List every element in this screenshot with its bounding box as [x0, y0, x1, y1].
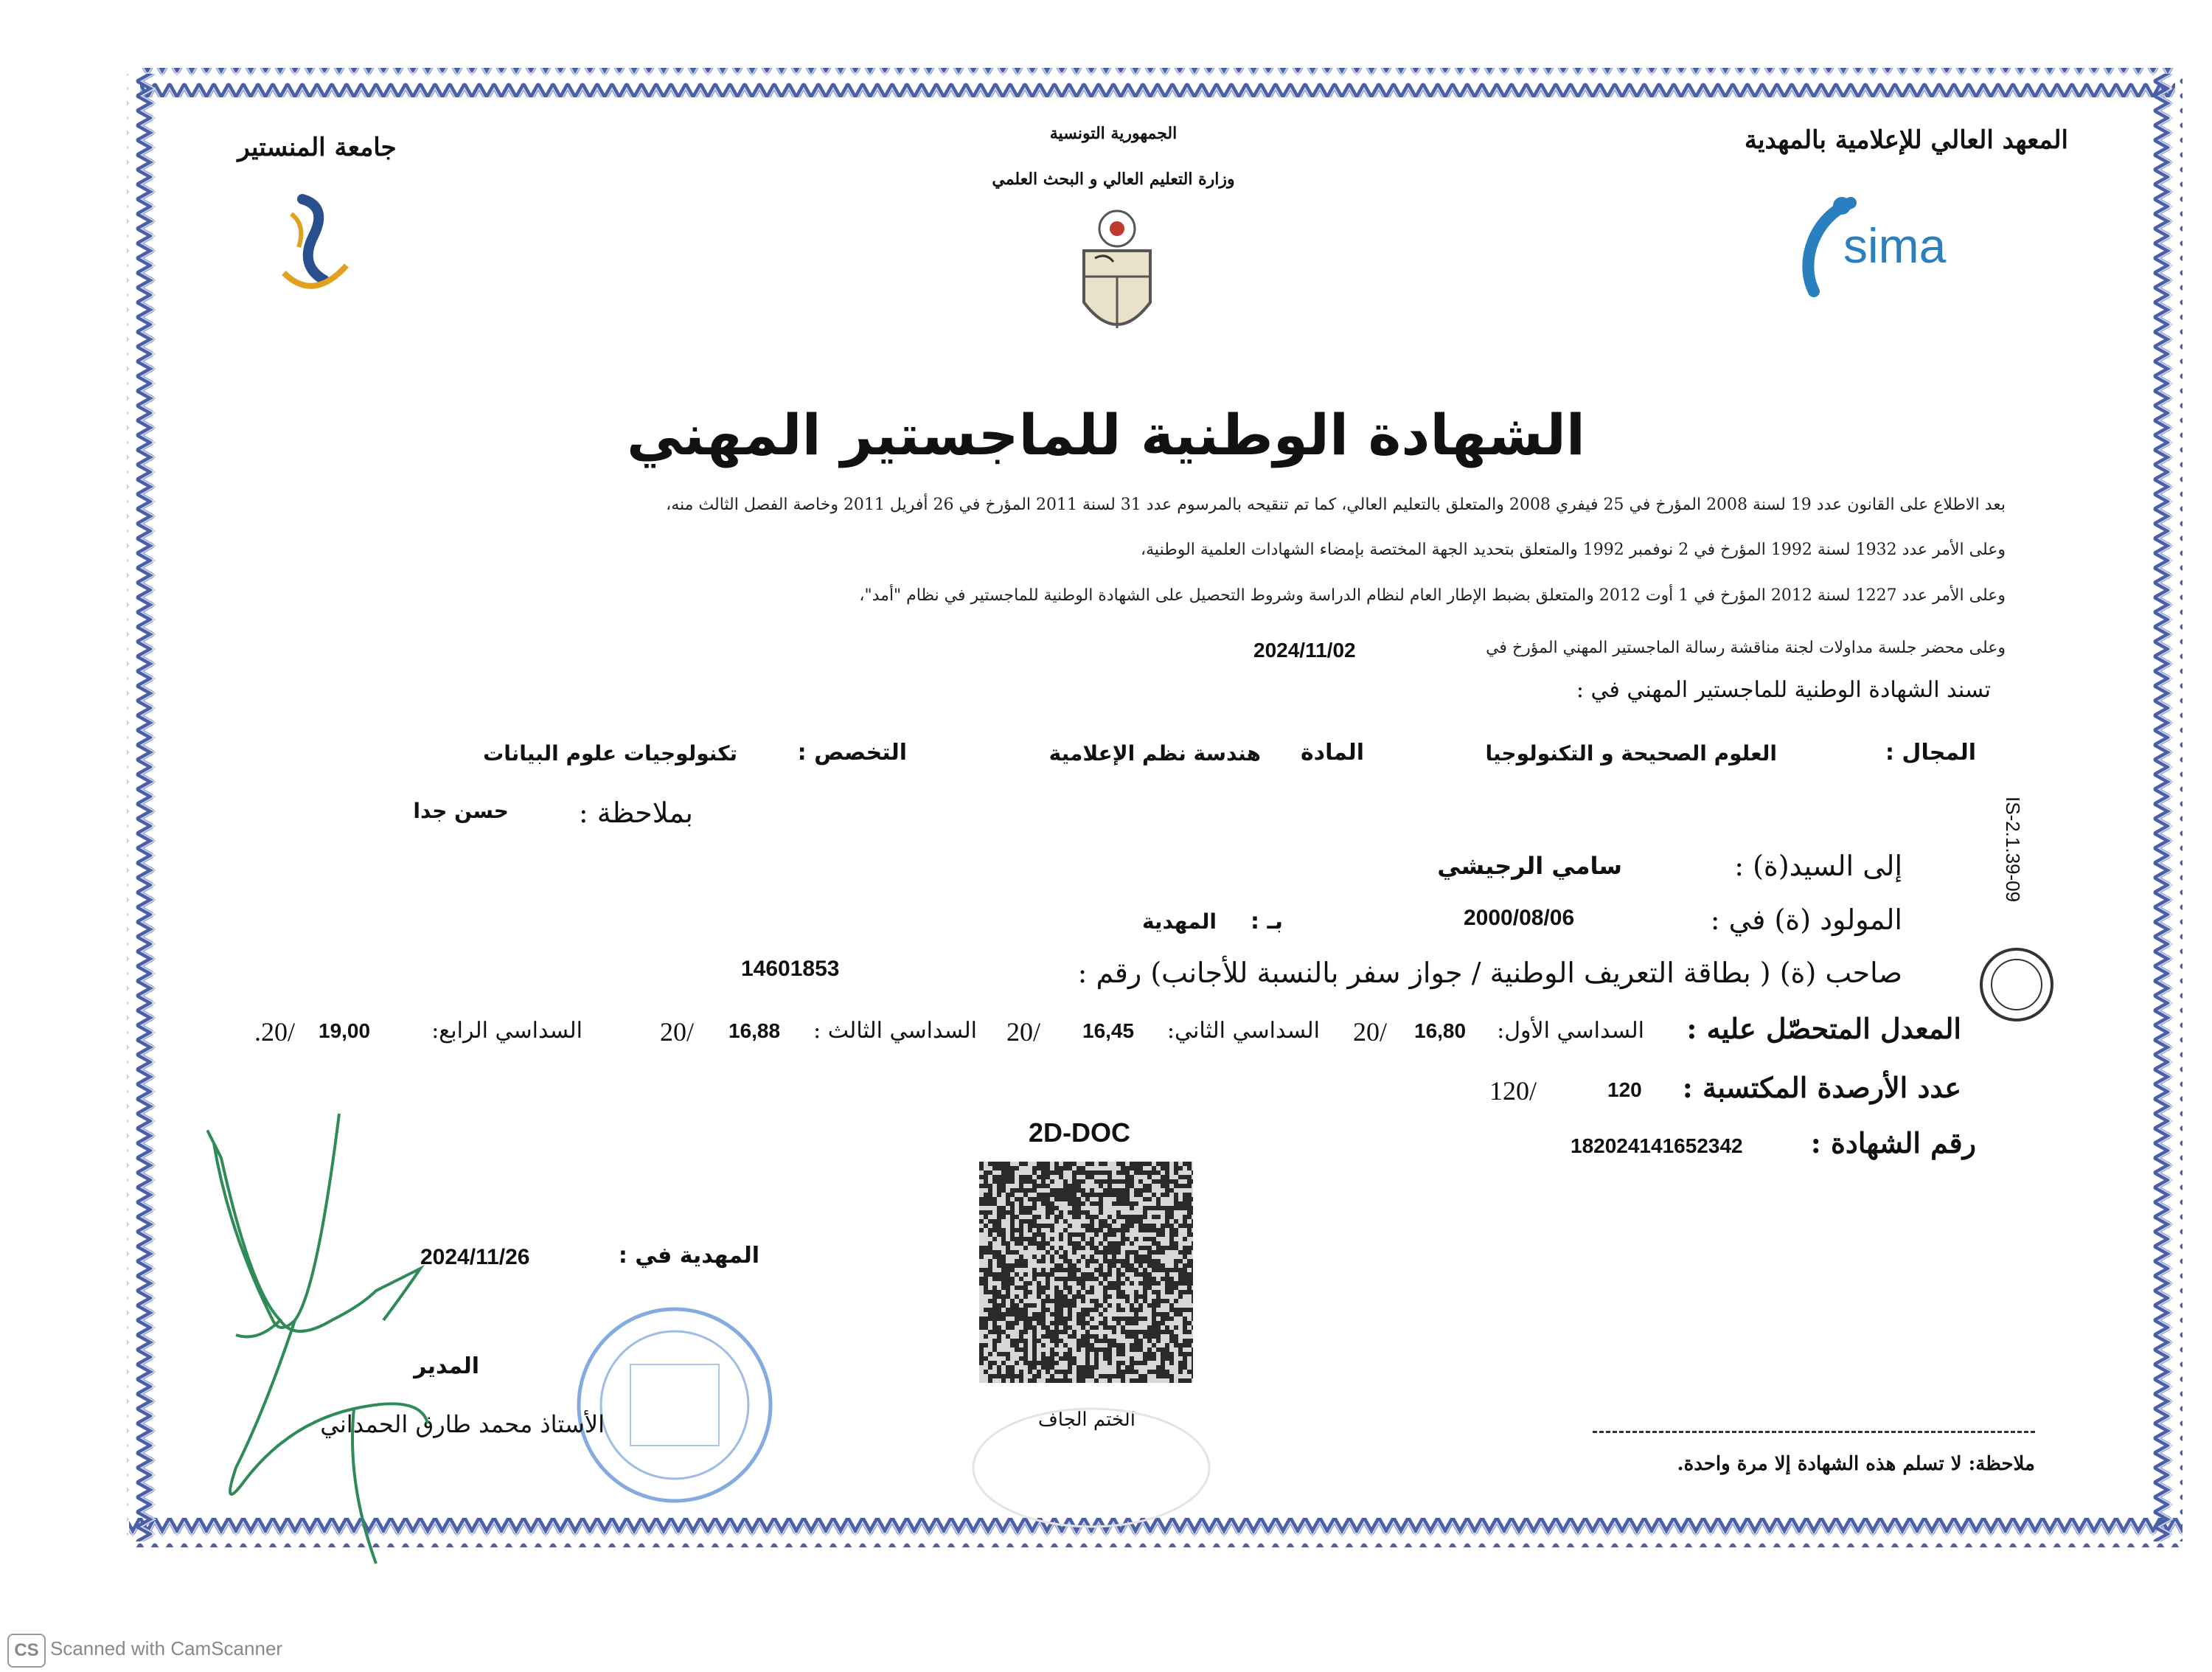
birth-label: المولود (ة) في : [1710, 903, 1902, 936]
director-signature [170, 1099, 450, 1571]
dry-seal-impression [951, 1387, 1231, 1534]
note-text: ملاحظة: لا تسلم هذه الشهادة إلا مرة واحدة. [1677, 1453, 2035, 1475]
birth-place-label: بـ : [1251, 909, 1283, 934]
specialty-value: تكنولوجيات علوم البيانات [483, 741, 737, 766]
legal-line-2: وعلى الأمر عدد 1932 لسنة 1992 المؤرخ في 2 نوفمبر 1992 والمتعلق بتحديد الجهة المختصة بإمضاء الشهادات العلمية الوطنية، [1141, 541, 2006, 559]
recipient-label: إلى السيد(ة) : [1734, 850, 1902, 882]
semester-2-label: السداسي الثاني: [1166, 1018, 1320, 1044]
semester-3-out-of: 20/ [660, 1017, 695, 1047]
isima-logo [1784, 188, 1976, 299]
semester-2-out-of: 20/ [1006, 1017, 1041, 1047]
domain-value: العلوم الصحيحة و التكنولوجيا [1485, 741, 1777, 766]
certificate-number: 182024141652342 [1571, 1134, 1743, 1157]
semester-4-label: السداسي الرابع: [431, 1018, 582, 1044]
note-divider [1593, 1431, 2035, 1433]
camscanner-badge: CS [7, 1634, 46, 1668]
isima-logo-text: sima [1843, 218, 1947, 273]
semester-4-out-of: .20/ [254, 1017, 296, 1047]
average-label: المعدل المتحصّل عليه : [1686, 1012, 1961, 1045]
birth-date: 2000/08/06 [1464, 906, 1575, 930]
domain-label: المجال : [1885, 740, 1976, 766]
certificate-number-label: رقم الشهادة : [1810, 1126, 1976, 1159]
semester-3-label: السداسي الثالث : [813, 1018, 977, 1044]
id-holder-label: صاحب (ة) ( بطاقة التعريف الوطنية / جواز سفر بالنسبة للأجانب) رقم : [1077, 957, 1902, 989]
recipient-name: سامي الرجيشي [1437, 852, 1622, 880]
semester-1-value: 16,80 [1414, 1019, 1467, 1042]
id-number: 14601853 [741, 957, 840, 981]
credits-label: عدد الأرصدة المكتسبة : [1682, 1071, 1961, 1104]
subject-value: هندسة نظم الإعلامية [1048, 741, 1261, 766]
subject-label: المادة [1300, 740, 1364, 766]
signing-place-label: المهدية في : [618, 1243, 759, 1269]
official-stamp-icon [568, 1298, 782, 1512]
side-code [1991, 797, 2035, 944]
semester-1-label: السداسي الأول: [1497, 1018, 1644, 1044]
camscanner-footer: Scanned with CamScanner [50, 1637, 283, 1659]
side-seal-icon [1976, 944, 2057, 1025]
legal-line-4: وعلى محضر جلسة مداولات لجنة مناقشة رسالة الماجستير المهني المؤرخ في [1486, 639, 2006, 657]
director-label: المدير [414, 1353, 479, 1379]
deliberation-date: 2024/11/02 [1253, 639, 1356, 662]
page-title: الشهادة الوطنية للماجستير المهني [627, 402, 1585, 468]
institute-name: المعهد العالي للإعلامية بالمهدية [1744, 125, 2068, 155]
coat-of-arms-icon [1073, 207, 1161, 347]
legal-line-3: وعلى الأمر عدد 1227 لسنة 2012 المؤرخ في 1 أوت 2012 والمتعلق بضبط الإطار العام لنظام الدراسة وشروط التحصيل على الشهادة الوطنية للماجستير في نظام "أمد"، [859, 586, 2006, 605]
university-logo-icon [262, 184, 365, 317]
university-name: جامعة المنستير [237, 133, 397, 162]
semester-2-value: 16,45 [1082, 1019, 1135, 1042]
ministry-text: وزارة التعليم العالي و البحث العلمي [992, 170, 1235, 189]
mention-value: حسن جدا [413, 799, 509, 823]
signing-date: 2024/11/26 [420, 1245, 530, 1269]
director-name: الأستاذ محمد طارق الحمداني [320, 1410, 605, 1438]
two-d-doc-code-icon [979, 1162, 1193, 1383]
semester-1-out-of: 20/ [1353, 1017, 1388, 1047]
credits-value: 120 [1607, 1078, 1642, 1101]
semester-3-value: 16,88 [728, 1019, 781, 1042]
specialty-label: التخصص : [797, 740, 907, 766]
credits-total: 120/ [1489, 1076, 1537, 1106]
mention-label: بملاحظة : [578, 797, 693, 829]
awarding-line: تسند الشهادة الوطنية للماجستير المهني في : [1576, 677, 1991, 703]
semester-4-value: 19,00 [319, 1019, 371, 1042]
birth-place: المهدية [1141, 909, 1217, 934]
side-code-text: IS-2.1.39-09 [2002, 797, 2024, 903]
two-d-doc-code [979, 1162, 1193, 1383]
two-d-doc-label: 2D-DOC [1029, 1117, 1131, 1148]
republic-text: الجمهورية التونسية [1049, 124, 1178, 143]
dry-seal-label: الختم الجاف [1037, 1409, 1135, 1431]
legal-line-1: بعد الاطلاع على القانون عدد 19 لسنة 2008 المؤرخ في 25 فيفري 2008 والمتعلق بالتعليم العالي، كما تم تنقيحه بالمرسوم عدد 31 لسنة 2011 المؤرخ في 26 أفريل 2011 وخاصة الفصل الثالث منه، [666, 496, 2006, 514]
